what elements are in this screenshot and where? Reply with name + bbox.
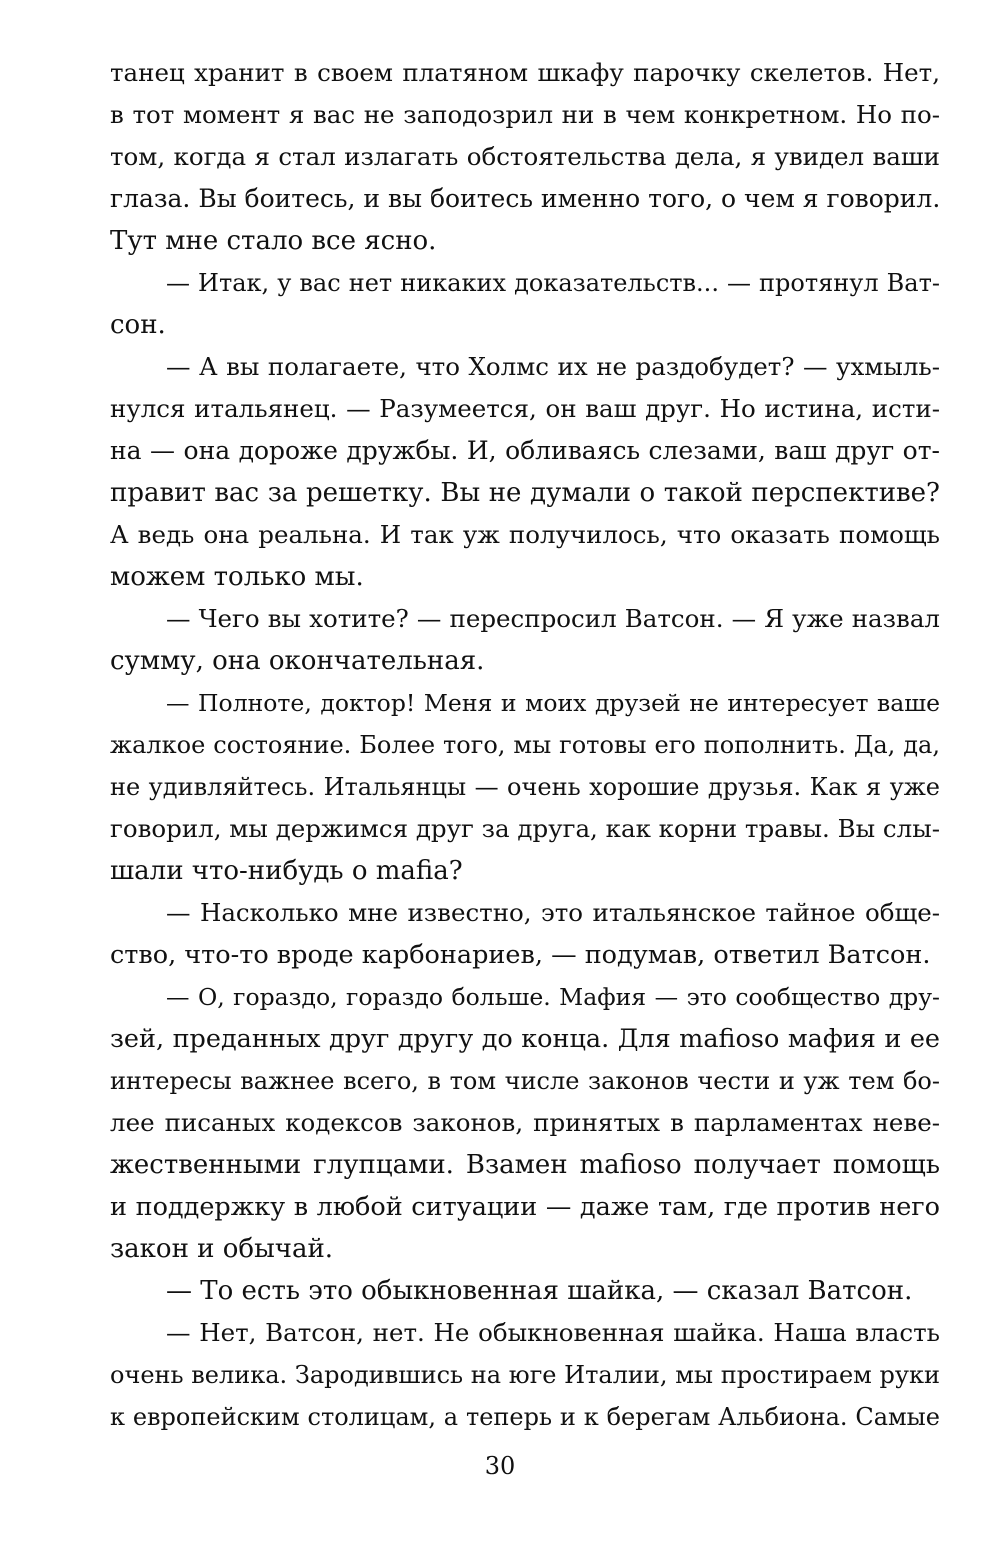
text-line: сон. <box>110 310 166 340</box>
text-line: — То есть это обыкновенная шайка, — сказал Ватсон. <box>166 1276 913 1306</box>
text-line: сумму, она окончательная. <box>110 646 485 676</box>
text-line: лее писаных кодексов законов, принятых в парламентах неве- <box>110 1108 940 1137</box>
text-line: глаза. Вы боитесь, и вы боитесь именно того, о чем я говорил. <box>110 184 941 213</box>
text-line: на — она дороже дружбы. И, обливаясь слезами, ваш друг от- <box>110 436 940 465</box>
text-line: не удивляйтесь. Итальянцы — очень хорошие друзья. Как я уже <box>110 773 940 801</box>
text-line: — Итак, у вас нет никаких доказательств... — протянул Ват- <box>166 269 940 297</box>
body-text <box>110 52 940 1438</box>
text-line: А ведь она реальна. И так уж получилось, что оказать помощь <box>110 520 940 549</box>
text-line: нулся итальянец. — Разумеется, он ваш друг. Но истина, исти- <box>110 394 940 423</box>
text-line: очень велика. Зародившись на юге Италии, мы простираем руки <box>110 1361 940 1389</box>
text-line: жественными глупцами. Взамен mafioso получает помощь <box>110 1150 940 1180</box>
text-line: — Чего вы хотите? — переспросил Ватсон. — Я уже назвал <box>166 604 940 633</box>
text-line: закон и обычай. <box>110 1234 334 1264</box>
text-line: правит вас за решетку. Вы не думали о такой перспективе? <box>110 478 940 508</box>
text-line: жалкое состояние. Более того, мы готовы его пополнить. Да, да, <box>110 731 940 759</box>
text-line: интересы важнее всего, в том числе законов чести и уж тем бо- <box>110 1067 940 1095</box>
text-line: и поддержку в любой ситуации — даже там, где против него <box>110 1192 940 1222</box>
text-line: шали что-нибудь о mafia? <box>110 856 463 886</box>
text-line: говорил, мы держимся друг за друга, как корни травы. Вы слы- <box>110 814 940 843</box>
text-line: — Полноте, доктор! Меня и моих друзей не интересует ваше <box>166 689 940 717</box>
text-line: — Насколько мне известно, это итальянское тайное обще- <box>166 898 940 927</box>
text-line: ство, что-то вроде карбонариев, — подумав, ответил Ватсон. <box>110 940 931 970</box>
text-line: можем только мы. <box>110 562 364 592</box>
text-line: зей, преданных друг другу до конца. Для mafioso мафия и ее <box>110 1024 940 1054</box>
text-line: — О, гораздо, гораздо больше. Мафия — это сообщество дру- <box>166 983 940 1011</box>
text-line: танец хранит в своем платяном шкафу парочку скелетов. Нет, <box>110 58 940 87</box>
text-line: к европейским столицам, а теперь и к берегам Альбиона. Самые <box>110 1403 940 1431</box>
page-number: 30 <box>484 1452 516 1480</box>
text-line: Тут мне стало все ясно. <box>110 226 437 256</box>
text-line: том, когда я стал излагать обстоятельства дела, я увидел ваши <box>110 142 940 171</box>
text-line: в тот момент я вас не заподозрил ни в чем конкретном. Но по- <box>110 100 940 129</box>
text-line: — Нет, Ватсон, нет. Не обыкновенная шайка. Наша власть <box>166 1318 940 1347</box>
text-line: — А вы полагаете, что Холмс их не раздобудет? — ухмыль- <box>166 352 940 381</box>
